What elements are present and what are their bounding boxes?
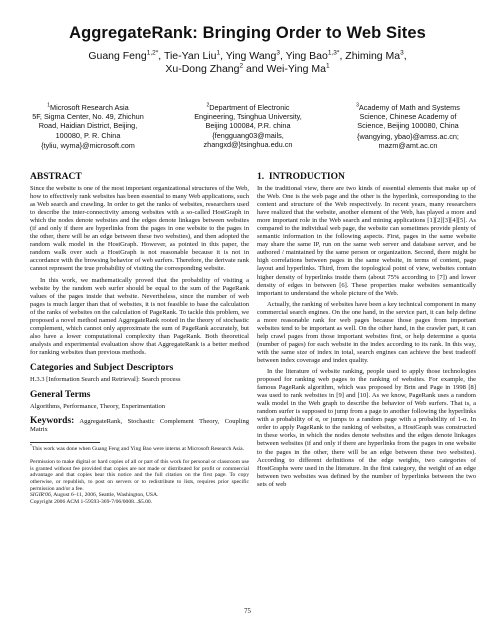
author-list <box>60 50 435 76</box>
affiliation-3: $^3$Academy of Math and Systems Science, Chinese Academy of Science, Beijing 100080, China {wangying, ybao}@amss.ac.cn; mazm@amt.ac.cn <box>332 103 484 150</box>
author: Ying Wang$^3$, <box>225 49 286 62</box>
introduction-paragraph: In the traditional view, there are two kinds of essential elements that make up of the Web. One is the web page and the other is the hyperlink, corresponding to the content and structure of the Web respectively. In recent years, many researchers have realized that the website, another element of the Web, has played a more and more important role in the Web search and mining applications [1][2][3][4][5]. As compared to the individual web page, the website can sometimes provide plenty of semantic information in the following aspects. First, pages in the same website may share the same IP, run on the same web server and database server, and be authored / maintained by the same person or organization. Second, there might be high correlations between pages in the same website, in terms of content, page layout and hyperlinks. Third, from the topological point of view, websites contain higher density of hyperlinks inside them (about 75% according to [7]) and lower density of edges in between [6]. These properties make websites semantically important to understand the whole picture of the Web. <box>257 185 476 297</box>
permission-notice: Permission to make digital or hard copies of all or part of this work for personal or classroom use is granted without fee provided that copies are not made or distributed for profit or commercial advantage and that copies bear this notice and the full citation on the first page. To copy otherwise, or republish, to post on servers or to redistribute to lists, requires prior specific permission and/or a fee. SIGIR'06, August 6–11, 2006, Seattle, Washington, USA. Copyright 2006 ACM 1-59593-369-7/06/0008...$5.00. <box>30 459 249 505</box>
general-terms-heading: General Terms <box>30 390 91 401</box>
paper-title: AggregateRank: Bringing Order to Web Sites <box>69 24 426 42</box>
keywords <box>30 417 249 434</box>
categories-heading: Categories and Subject Descriptors <box>30 362 174 373</box>
introduction-heading: 1. INTRODUCTION <box>257 172 345 182</box>
page-number: 75 <box>244 608 251 615</box>
affiliation-1: $^1$Microsoft Research Asia 5F, Sigma Center, No. 49, Zhichun Road, Haidian District, Beijing, 100080, P. R. China {tyliu, wyma}@microsoft.com <box>12 103 164 150</box>
author: Zhiming Ma$^3$, <box>345 49 407 62</box>
author: Guang Feng$^{1,2*}$, <box>88 49 164 62</box>
left-column <box>30 172 249 505</box>
abstract-paragraph: Since the website is one of the most important organizational structures of the Web, how to effectively rank websites has been essential to many Web applications, such as Web search and crawling. In order to get the ranks of websites, researchers used to describe the inter-connectivity among websites with a so-called HostGraph in which the nodes denote websites and the edges denote linkages between websites (if and only if there are hyperlinks from the pages in one website to the pages in the other, there will be an edge between these two websites), and then adopted the random walk model in the HostGraph. However, as pointed in this paper, the random walk over such a HostGraph is not reasonable because it is not in accordance with the browsing behavior of web surfers. Therefore, the derivate rank cannot represent the true probability of visiting the corresponding website. <box>30 185 249 273</box>
keywords-text: AggregateRank, Stochastic Complement Theory, Coupling Matrix <box>30 418 250 434</box>
author: Wei-Ying Ma$^1$ <box>266 62 330 75</box>
categories-text: H.3.3 [Information Search and Retrieval]: Search process <box>30 375 181 383</box>
abstract-heading: ABSTRACT <box>30 172 82 182</box>
general-terms-text: Algorithms, Performance, Theory, Experimentation <box>30 403 166 411</box>
author: Xu-Dong Zhang$^2$ and <box>165 62 267 75</box>
keywords-heading: Keywords: <box>30 416 75 427</box>
email: zhangxd@}tsinghua.edu.cn <box>203 139 293 149</box>
email: {wangying, ybao}@amss.ac.cn; mazm@amt.ac.cn <box>357 131 459 150</box>
email: {tyliu, wyma}@microsoft.com <box>41 140 135 150</box>
author: Ying Bao$^{1,3*}$, <box>285 49 346 62</box>
introduction-paragraph: Actually, the ranking of websites have been a key technical component in many commercial search engines. On the one hand, in the service part, it can help define a more reasonable rank for web pages because those pages from important websites tend to be important as well. On the other hand, in the crawler part, it can help crawl pages from those important websites first, or help determine a quota (number of pages) for each website in the index according to its rank. In this way, with the same size of index in total, search engines can achieve the best tradeoff between index coverage and index quality. <box>257 300 476 364</box>
footnote: *This work was done when Guang Feng and Ying Bao were interns at Microsoft Research Asia. <box>30 443 244 453</box>
author: Tie-Yan Liu$^1$, <box>163 49 226 62</box>
abstract-paragraph: In this work, we mathematically proved that the probability of visiting a website by the random web surfer should be equal to the sum of the PageRank values of the pages inside that website. Nevertheless, since the number of web pages is much larger than that of websites, it is not feasible to base the calculation of the ranks of websites on the calculation of PageRank. To tackle this problem, we proposed a novel method named AggregateRank rooted in the theory of stochastic complement, which cannot only approximate the sum of PageRank accurately, but also have a lower computational complexity than PageRank. Both theoretical analysis and experimental evaluation show that AggregateRank is a better method for ranking websites than previous methods. <box>30 276 249 356</box>
affiliation-2: $^2$Department of Electronic Engineering, Tsinghua University, Beijing 100084, P.R. china {fengguang03@mails, zhangxd@}tsinghua.edu.cn <box>178 103 318 150</box>
author-line-2 <box>60 63 435 76</box>
right-column <box>257 172 476 489</box>
introduction-paragraph: In the literature of website ranking, people used to apply those technologies proposed for ranking web pages to the ranking of websites. For example, the famous PageRank algorithm, which was proposed by Brin and Page in 1998 [8] was used to rank websites in [9] and [10]. As we know, PageRank uses a random walk model in the Web graph to describe the behavior of Web surfers. That is, a random surfer is supposed to jump from a page to another following the hyperlinks with a probability of α, or jumps to a random page with a probability of 1-α. In order to apply PageRank to the ranking of websites, a HostGraph was constructed in these works, in which the nodes denote websites and the edges denote linkages between websites (if and only if there are hyperlinks from the pages in one website to the pages in the other, there will be an edge between these two websites). According to different definitions of the edge weights, two categories of HostGraphs were used in the literature. In the first category, the weight of an edge between two websites was defined by the number of hyperlinks between the two sets of web <box>257 368 476 488</box>
affiliations <box>12 103 484 150</box>
footnote-divider <box>30 442 100 443</box>
author-line-1 <box>60 50 435 63</box>
